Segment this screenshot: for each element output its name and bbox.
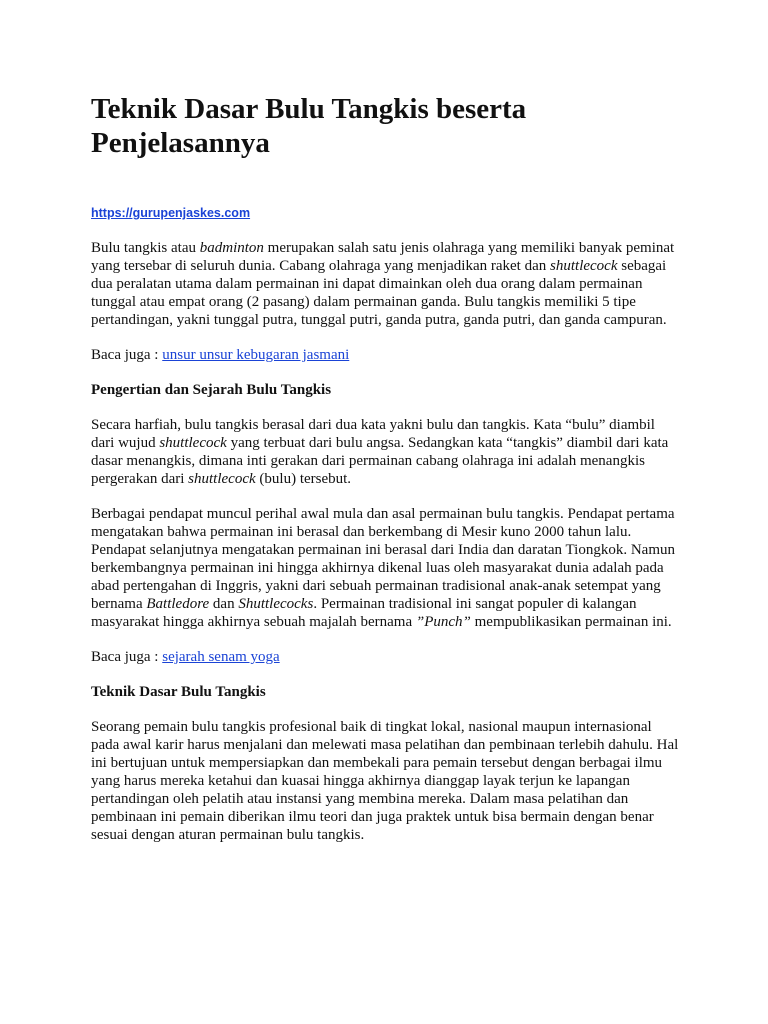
sejarah-p2-text-4: mempublikasikan permainan ini. <box>470 614 672 630</box>
sejarah-p2-italic-shuttlecocks: Shuttlecocks <box>238 596 314 612</box>
read-also-1 <box>91 346 682 364</box>
read-also-2 <box>91 648 682 666</box>
section-heading-teknik: Teknik Dasar Bulu Tangkis <box>91 684 266 700</box>
sejarah-p1-italic-1: shuttlecock <box>159 435 227 451</box>
intro-italic-shuttlecock: shuttlecock <box>550 258 618 274</box>
sejarah-p2-italic-battledore: Battledore <box>146 596 210 612</box>
intro-paragraph <box>91 239 682 329</box>
sejarah-p1-text-3: (bulu) tersebut. <box>255 471 352 487</box>
read-also-link-kebugaran[interactable]: unsur unsur kebugaran jasmani <box>162 347 350 363</box>
source-link[interactable]: https://gurupenjaskes.com <box>91 206 251 220</box>
section-heading-sejarah: Pengertian dan Sejarah Bulu Tangkis <box>91 382 332 398</box>
sejarah-p1-text-2: yang terbuat dari bulu angsa. Sedangkan kata “tangkis” diambil dari kata dasar menangkis, dimana inti gerakan dari permainan cabang olahraga ini adalah menangkis pergerakan dari <box>91 435 669 487</box>
sejarah-p1-italic-2: shuttlecock <box>188 471 256 487</box>
sejarah-p2-text-3: . Permainan tradisional ini sangat populer di kalangan masyarakat hingga akhirnya sebuah majalah bernama <box>91 596 637 630</box>
read-also-prefix: Baca juga : <box>91 347 163 363</box>
intro-text-2: merupakan salah satu jenis olahraga yang memiliki banyak peminat yang tersebar di seluruh dunia. Cabang olahraga yang menjadikan raket dan <box>91 240 675 274</box>
intro-italic-badminton: badminton <box>199 240 264 256</box>
sejarah-p2-text-2: dan <box>209 596 239 612</box>
sejarah-p2-italic-punch: ”Punch” <box>415 614 471 630</box>
page-title: Teknik Dasar Bulu Tangkis beserta Penjelasannya <box>91 93 527 159</box>
intro-text-1: Bulu tangkis atau <box>91 240 200 256</box>
sejarah-p2-text-1: Berbagai pendapat muncul perihal awal mula dan asal permainan bulu tangkis. Pendapat pertama mengatakan bahwa permainan ini berasal dan berkembang di Mesir kuno 2000 tahun lalu. Pendapat selanjutnya mengatakan permainan ini berasal dari India dan daratan Tiongkok. Namun berkembangnya permainan ini hingga akhirnya dikenal luas oleh masyarakat dunia adalah pada abad pertengahan di Inggris, yakni dari sebuah permainan tradisional anak-anak setempat yang bernama <box>91 506 675 612</box>
sejarah-paragraph-2 <box>91 505 682 631</box>
read-also-prefix: Baca juga : <box>91 649 163 665</box>
intro-text-3: sebagai dua peralatan utama dalam permainan ini dapat dimainkan oleh dua orang dalam permainan tunggal atau empat orang (2 pasang) dalam permainan ganda. Bulu tangkis memiliki 5 tipe pertandingan, yakni tunggal putra, tunggal putri, ganda putra, ganda putri, dan ganda campuran. <box>91 258 667 328</box>
teknik-paragraph-1: Seorang pemain bulu tangkis profesional baik di tingkat lokal, nasional maupun internasional pada awal karir harus menjalani dan melewati masa pelatihan dan pembinaan terlebih dahulu. Hal ini bertujuan untuk mempersiapkan dan membekali para pemain tersebut dengan berbagai ilmu yang harus mereka ketahui dan kuasai hingga akhirnya dianggap layak terjun ke lapangan pertandingan oleh pelatih atau instansi yang membina mereka. Dalam masa pelatihan dan pembinaan ini pemain diberikan ilmu teori dan juga praktek untuk bisa bermain dengan benar sesuai dengan aturan permainan bulu tangkis. <box>91 719 679 843</box>
sejarah-p1-text-1: Secara harfiah, bulu tangkis berasal dari dua kata yakni bulu dan tangkis. Kata “bulu” diambil dari wujud <box>91 417 655 451</box>
read-also-link-yoga[interactable]: sejarah senam yoga <box>162 649 280 665</box>
sejarah-paragraph-1 <box>91 416 682 488</box>
